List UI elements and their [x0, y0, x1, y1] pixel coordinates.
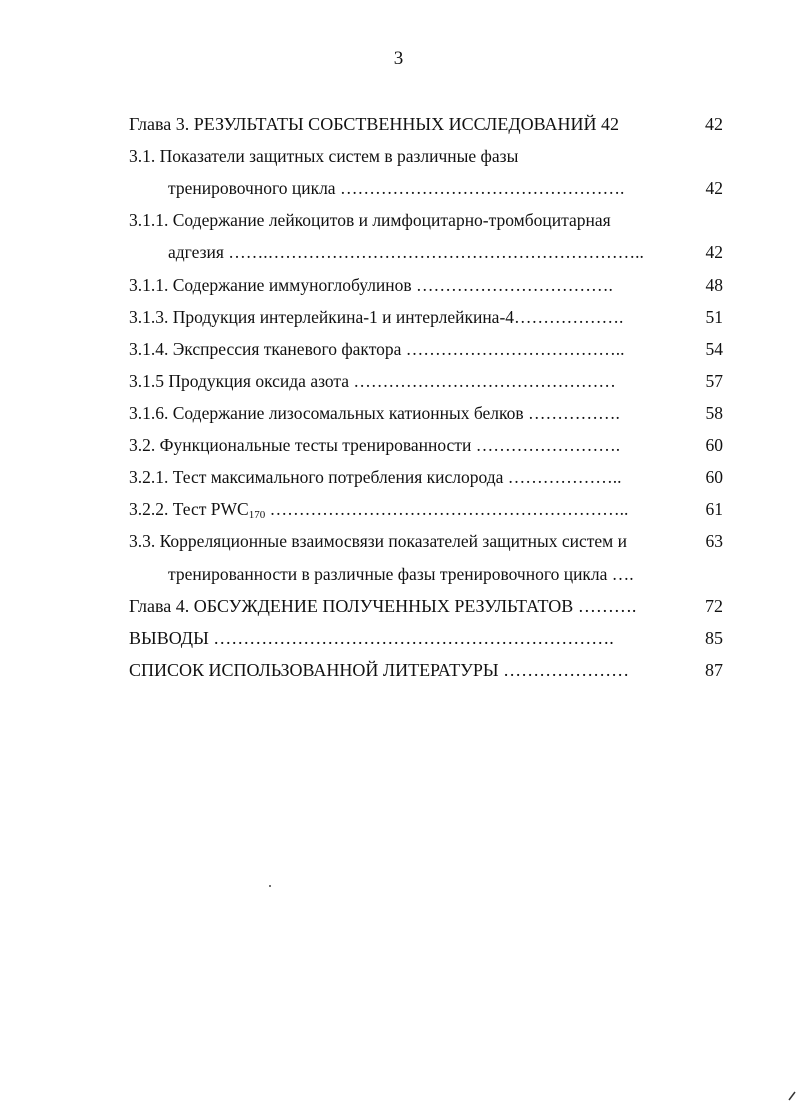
toc-entry-title: Глава 3. РЕЗУЛЬТАТЫ СОБСТВЕННЫХ ИССЛЕДОВАНИЙ 42 — [129, 114, 620, 134]
toc-entry-page: 72 — [705, 596, 723, 616]
toc-entry-title-subscript: 170 — [248, 509, 266, 521]
scan-mark — [789, 1092, 795, 1100]
toc-entry-page: 58 — [705, 403, 723, 423]
toc-entry-page: 61 — [705, 499, 723, 519]
toc-entry-title: адгезия …….……………………………………………………….. — [168, 242, 644, 262]
toc-entry-title: 3.2.1. Тест максимального потребления кислорода ……………….. — [129, 467, 622, 487]
toc-entry-page: 42 — [705, 242, 723, 262]
toc-entry-page: 57 — [705, 371, 723, 391]
toc-entry-title: СПИСОК ИСПОЛЬЗОВАННОЙ ЛИТЕРАТУРЫ ………………… — [129, 660, 630, 680]
toc-entry-title-main: 3.2.2. Тест PWC — [129, 499, 249, 519]
toc-entry-title: 3.1.4. Экспрессия тканевого фактора ……………………………….. — [129, 339, 625, 359]
toc-entry-title: 3.1.6. Содержание лизосомальных катионных белков ……………. — [129, 403, 620, 423]
toc-entry-page: 54 — [705, 339, 723, 359]
toc-entry-title: 3.3. Корреляционные взаимосвязи показателей защитных систем и — [129, 531, 627, 551]
toc-entry-title-leader: …………………………………………………….. — [265, 499, 629, 519]
toc-entry-page: 85 — [705, 628, 723, 648]
toc-entry-title: Глава 4. ОБСУЖДЕНИЕ ПОЛУЧЕННЫХ РЕЗУЛЬТАТОВ ………. — [129, 596, 637, 616]
toc-entry-page: 60 — [705, 467, 723, 487]
toc-entry-title: 3.1.5 Продукция оксида азота ……………………………………… — [129, 371, 616, 391]
toc-entry-page: 63 — [705, 531, 723, 551]
toc-entry-page: 60 — [705, 435, 723, 455]
page-number: 3 — [393, 48, 404, 69]
toc-entry-title: 3.1. Показатели защитных систем в различные фазы — [129, 146, 519, 166]
toc-entry-title: 3.1.1. Содержание иммуноглобулинов ……………………………. — [129, 275, 613, 295]
toc-entry-title: 3.2. Функциональные тесты тренированности ……………………. — [129, 435, 621, 455]
toc-entry-page: 42 — [705, 114, 723, 134]
toc-entry-title: тренировочного цикла …………………………………………. — [168, 178, 625, 198]
toc-entry-title: 3.1.1. Содержание лейкоцитов и лимфоцитарно-тромбоцитарная — [129, 210, 611, 230]
toc-entry-page: 48 — [705, 275, 723, 295]
scan-speck — [269, 885, 271, 887]
toc-entry-title: тренированности в различные фазы тренировочного цикла …. — [168, 564, 634, 584]
toc-entry-title: 3.1.3. Продукция интерлейкина-1 и интерлейкина-4………………. — [129, 307, 624, 327]
toc-entry-title: ВЫВОДЫ …………………………………………………………. — [129, 628, 614, 648]
toc-entry-page: 51 — [705, 307, 723, 327]
toc-entry-page: 42 — [705, 178, 723, 198]
toc-entry-page: 87 — [705, 660, 723, 680]
